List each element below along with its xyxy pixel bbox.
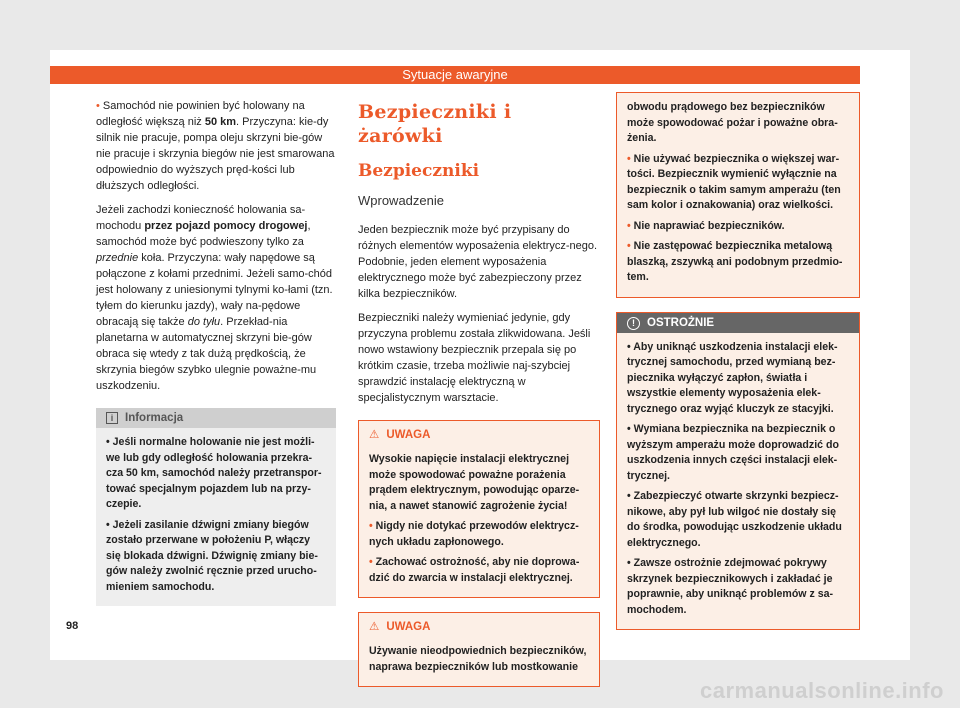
list-item: • Nigdy nie dotykać przewodów elektrycz-nych układu zapłonowego. — [369, 520, 579, 548]
info-box — [96, 408, 336, 606]
list-item: • Zawsze ostrożnie zdejmować pokrywy skrzynek bezpiecznikowych i zakładać je poprawnie, aby uniknąć problemów z sa-mochodem. — [627, 557, 834, 616]
list-item: • Nie używać bezpiecznika o większej war-tości. Bezpiecznik wymienić wyłącznie na bezpiecznik o takim samym amperażu (ten sam kolor i oznakowania) oraz wielkości. — [627, 152, 841, 211]
list-item: • Nie naprawiać bezpieczników. — [627, 219, 785, 232]
warning-box-1 — [358, 420, 600, 598]
warning-box-2 — [358, 612, 600, 687]
list-item: • Aby uniknąć uszkodzenia instalacji elek-trycznej samochodu, przed wymianą bez-piecznika wyłączyć zapłon, światła i wszystkie elementy wyposażenia elek-trycznego oraz wyjąć kluczyk ze stacyjki. — [627, 340, 838, 415]
section-title: Bezpieczniki i żarówki — [358, 101, 512, 147]
right-column — [616, 98, 860, 644]
info-box-body — [96, 428, 336, 606]
page-number: 98 — [66, 620, 79, 632]
warning-box-body: Używanie nieodpowiednich bezpieczników, naprawa bezpieczników lub mostkowanie — [369, 645, 587, 673]
caution-box — [616, 312, 860, 631]
watermark: carmanualsonline.info — [700, 678, 944, 703]
caution-box-header: ! OSTROŻNIE — [617, 313, 859, 333]
middle-column — [358, 98, 600, 701]
info-icon: i — [106, 412, 118, 424]
info-box-header: i Informacja — [96, 408, 336, 428]
list-item: • Jeśli normalne holowanie nie jest możli-we lub gdy odległość holowania przekra-cza 50 km, samochód należy przetranspor-tować specjalnym pojazdem lub na przy-czepie. — [106, 436, 322, 510]
warning-box-continued: obwodu prądowego bez bezpieczników może spowodować pożar i poważne obra-żenia. • Nie używać bezpiecznika o większej war-tości. Bezpiecznik wymienić wyłącznie na bezpiecznik o takim samym amperażu (ten sam kolor i oznakowania) oraz wielkości. • Nie naprawiać bezpieczników. • Nie zastępować bezpiecznika metalową blaszką, zszywką ani podobnym przedmio-tem. — [616, 92, 860, 298]
list-item: • Zachować ostrożność, aby nie doprowa-dzić do zwarcia w instalacji elektrycznej. — [369, 556, 580, 584]
paragraph-tow-truck: Jeżeli zachodzi konieczność holowania sa-mochodu przez pojazd pomocy drogowej, samochód może być podwieszony tylko za przednie koła. Przyczyna: wały napędowe są połączone z kołami przednimi. Jeżeli samo-chód jest holowany z uniesionymi tylnymi ko-łami (tzn. tyłem do kierunku jazdy), wały na-pędowe obracają się także do tyłu. Przekład-nia planetarna w automatycznej skrzyni bie-gów obraca się wtedy z tak dużą prędkością, że skrzynia biegów szybko ulegnie poważne-mu uszkodzeniu. — [96, 204, 333, 392]
list-item: • Zabezpieczyć otwarte skrzynki bezpiecz-nikowe, aby pył lub wilgoć nie dostały się do środka, powodując uszkodzenie układu elektrycznego. — [627, 490, 842, 549]
warning-box-header: ⚠ UWAGA — [359, 421, 599, 445]
list-item: • Wymiana bezpiecznika na bezpiecznik o wyższym amperażu może doprowadzić do uszkodzenia innych części instalacji elek-trycznej. — [627, 423, 839, 482]
warning-icon: ⚠ — [369, 429, 380, 441]
list-item: • Nie zastępować bezpiecznika metalową blaszką, zszywką ani podobnym przedmio-tem. — [627, 240, 843, 283]
subsection-title: Bezpieczniki — [358, 161, 480, 181]
bullet-icon: • — [96, 100, 100, 112]
paragraph-towing-distance: • Samochód nie powinien być holowany na odległość większą niż 50 km. Przyczyna: kie-dy silnik nie pracuje, pompa oleju skrzyni bie-gów nie pracuje i skrzynia biegów nie jest smarowana odpowiednio do wyższych pręd-kości lub dłuższych odległości. — [96, 100, 335, 192]
paragraph-intro-2: Bezpieczniki należy wymieniać jedynie, gdy przyczyna problemu została zlikwidowana. Jeśli nowo wstawiony bezpiecznik przepala się po krótkim czasie, trzeba możliwie naj-szybciej sprawdzić instalację elektryczną w specjalistycznym warsztacie. — [358, 312, 591, 404]
left-column — [96, 98, 336, 620]
subheading: Wprowadzenie — [358, 193, 444, 208]
paragraph-intro-1: Jeden bezpiecznik może być przypisany do różnych elementów wyposażenia elektrycz-nego. Podobnie, jeden element wyposażenia elektrycznego może być zabezpieczony przez kilka bezpieczników. — [358, 224, 598, 300]
section-header: Sytuacje awaryjne — [50, 66, 860, 84]
warning-box-header: ⚠ UWAGA — [359, 613, 599, 637]
list-item: • Jeżeli zasilanie dźwigni zmiany biegów zostało przerwane w położeniu P, włączy się blokada dźwigni. Dźwignię zmiany bie-gów należy zwolnić ręcznie przed urucho-mieniem samochodu. — [106, 518, 318, 593]
caution-box-body — [617, 333, 859, 630]
warning-box-body: Wysokie napięcie instalacji elektrycznej może spowodować poważne porażenia prądem elektrycznym, powodując oparze-nia, a nawet stanowić zagrożenie życia! • Nigdy nie dotykać przewodów elektrycz-nych układu zapłonowego. • Zachować ostrożność, aby nie doprowa-dzić do zwarcia w instalacji elektrycznej. — [359, 445, 599, 597]
exclamation-icon: ! — [627, 317, 640, 330]
warning-icon: ⚠ — [369, 621, 380, 633]
